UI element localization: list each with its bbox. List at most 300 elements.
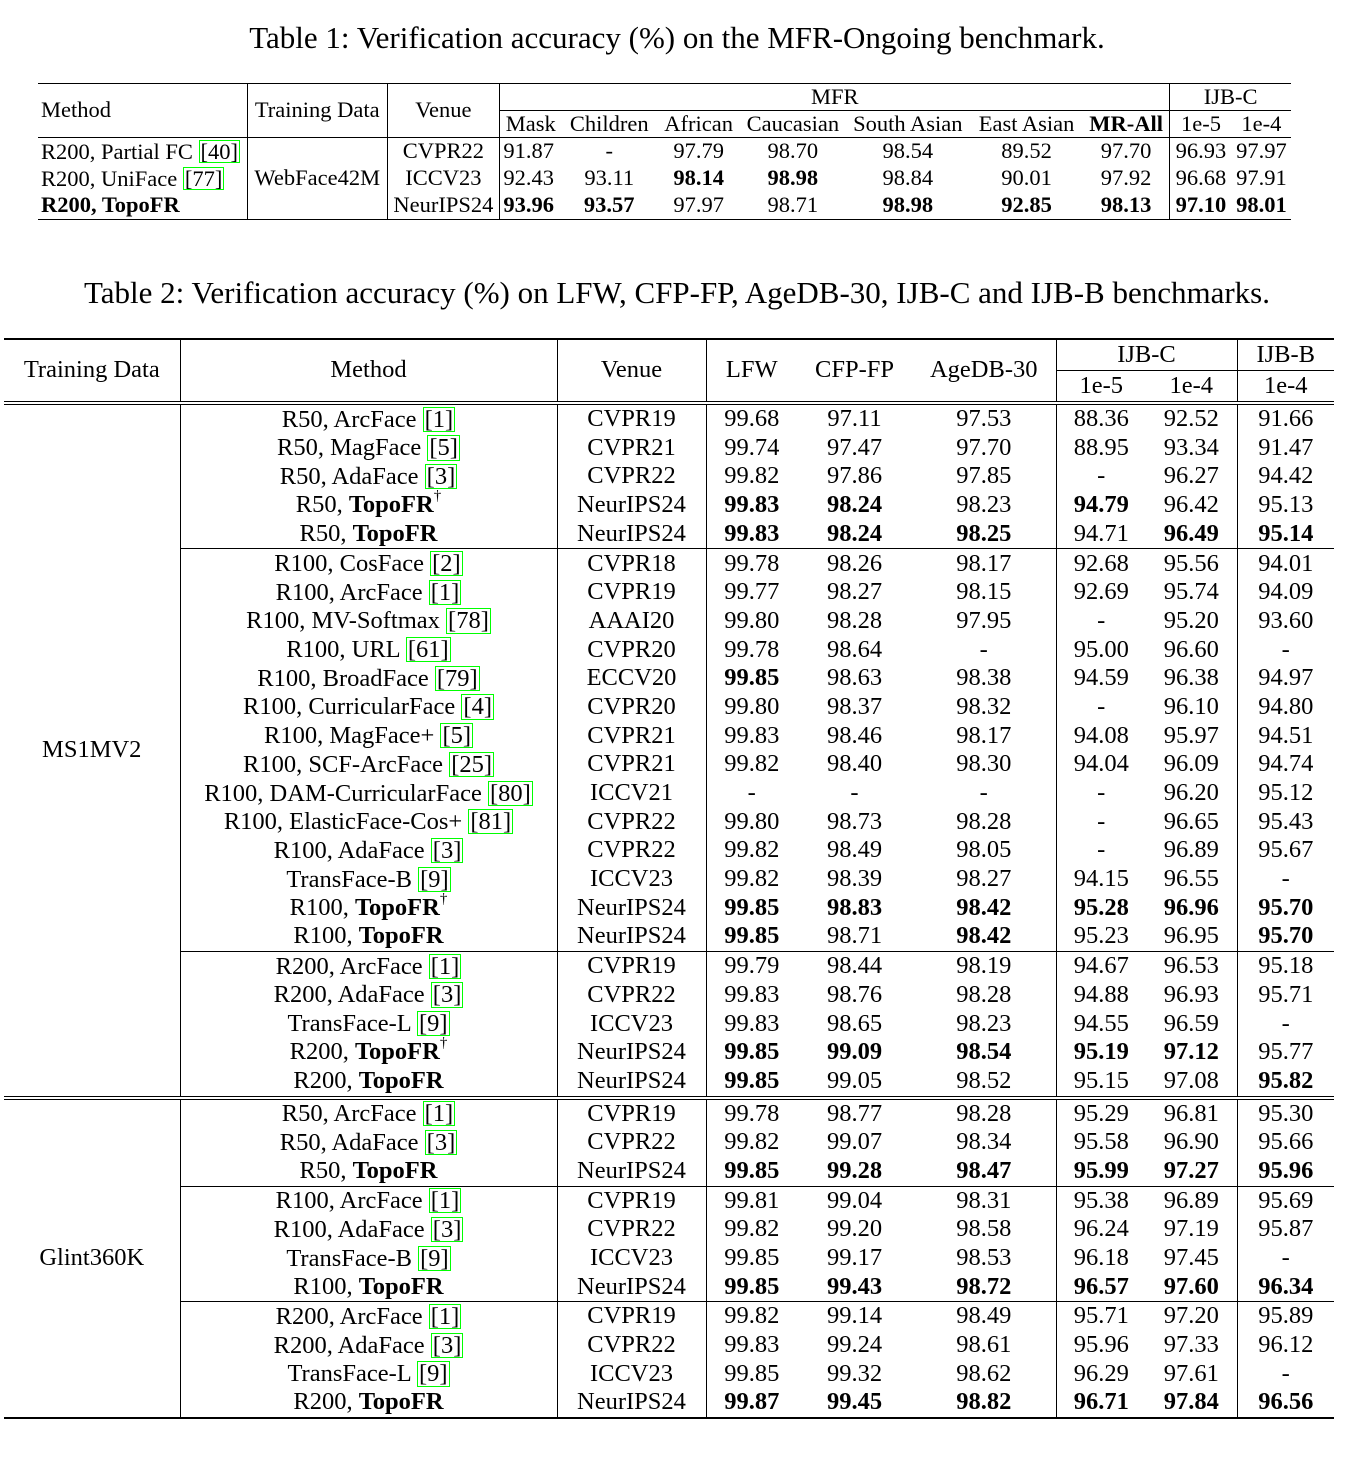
citation[interactable]: [5]: [429, 434, 458, 462]
value-cell: 96.38: [1163, 664, 1219, 692]
value-cell: -: [1056, 693, 1146, 722]
value-cell: 97.19: [1163, 1215, 1219, 1243]
venue-cell: CVPR19: [557, 952, 706, 981]
value-cell: -: [1237, 1360, 1334, 1389]
table-row: [4, 578, 1334, 607]
method-cell: R200, ArcFace [1]: [180, 1302, 557, 1331]
citation[interactable]: [3]: [432, 981, 462, 1009]
value-cell: 96.24: [1056, 1215, 1146, 1244]
t1-header-venue: Venue: [387, 84, 500, 138]
method-cell: R100, DAM-CurricularFace [80]: [180, 779, 557, 808]
t1-header-ijbc: IJB-C: [1170, 84, 1291, 111]
t1-cell: 98.13: [1100, 192, 1152, 218]
venue-cell: CVPR20: [557, 693, 706, 722]
venue-cell: NeurIPS24: [557, 1388, 706, 1418]
value-cell: 96.56: [1237, 1388, 1334, 1418]
value-cell: 96.29: [1056, 1360, 1146, 1389]
table-row: [4, 434, 1334, 463]
value-cell: 96.09: [1163, 750, 1219, 778]
value-cell: 95.30: [1237, 1098, 1334, 1129]
t1-col-african: African: [664, 110, 733, 136]
t1-cell: 93.96: [500, 192, 561, 220]
value-cell: 97.11: [827, 405, 882, 433]
table-row: [4, 722, 1334, 751]
t1-cell: 97.10: [1170, 192, 1232, 220]
value-cell: 95.19: [1056, 1038, 1146, 1067]
venue-cell: CVPR19: [557, 1186, 706, 1215]
value-cell: 94.59: [1056, 664, 1146, 693]
citation[interactable]: [1]: [424, 405, 454, 433]
value-cell: 99.14: [826, 1302, 883, 1330]
citation[interactable]: [1]: [430, 578, 460, 606]
value-cell: 99.05: [797, 1067, 912, 1098]
t2-col-ijbb-1e-4: 1e-4: [1237, 371, 1334, 404]
t1-cell: 96.68: [1170, 165, 1232, 192]
value-cell: -: [979, 779, 988, 807]
t1-cell: 98.98: [882, 192, 934, 218]
method-cell: R100, CosFace [2]: [180, 549, 557, 578]
venue-cell: CVPR21: [557, 434, 706, 463]
value-cell: 98.27: [956, 865, 1012, 893]
venue-cell: NeurIPS24: [557, 491, 706, 520]
value-cell: 99.82: [706, 865, 797, 894]
venue-cell: CVPR19: [557, 403, 706, 434]
venue-cell: CVPR21: [557, 722, 706, 751]
value-cell: 98.49: [956, 1302, 1012, 1330]
t2-col-ijbc-1e-4: 1e-4: [1169, 371, 1214, 399]
table-row: [4, 1215, 1334, 1244]
venue-cell: ICCV23: [557, 1360, 706, 1389]
value-cell: 96.59: [1163, 1009, 1219, 1037]
citation[interactable]: [78]: [448, 607, 489, 635]
value-cell: -: [1056, 836, 1146, 865]
value-cell: -: [1056, 462, 1146, 491]
method-cell: R100, SCF-ArcFace [25]: [180, 750, 557, 779]
table-row: [4, 952, 1334, 981]
citation[interactable]: [3]: [432, 1331, 462, 1359]
venue-cell: NeurIPS24: [557, 1038, 706, 1067]
t2-col-ijbc-1e-5: 1e-5: [1056, 371, 1146, 404]
venue-cell: ECCV20: [557, 664, 706, 693]
value-cell: 99.80: [706, 607, 797, 636]
citation[interactable]: [1]: [430, 952, 460, 980]
value-cell: 99.68: [706, 403, 797, 434]
value-cell: 93.34: [1163, 433, 1219, 461]
method-cell: R50, TopoFR†: [180, 491, 557, 520]
value-cell: -: [1237, 1009, 1334, 1038]
method-cell: R100, MV-Softmax [78]: [180, 607, 557, 636]
method-cell: R100, AdaFace [3]: [180, 1215, 557, 1244]
t1-header-training-data: Training Data: [248, 84, 387, 138]
table-row: [4, 1302, 1334, 1331]
value-cell: 95.23: [1056, 922, 1146, 951]
value-cell: 99.85: [706, 1360, 797, 1389]
value-cell: 99.85: [706, 1157, 797, 1186]
value-cell: 98.15: [956, 578, 1012, 606]
t1-cell: 92.85: [1001, 192, 1052, 218]
value-cell: 97.12: [1163, 1038, 1219, 1066]
value-cell: 94.79: [1056, 491, 1146, 520]
t2-header-cfp-fp: CFP-FP: [814, 356, 894, 384]
value-cell: 94.80: [1237, 693, 1334, 722]
value-cell: 88.36: [1056, 403, 1146, 434]
citation[interactable]: [2]: [432, 550, 461, 578]
t2-header-method: Method: [180, 339, 557, 403]
venue-cell: CVPR22: [557, 1215, 706, 1244]
value-cell: 92.52: [1163, 405, 1219, 433]
method-cell: R200, TopoFR: [180, 1067, 557, 1098]
dagger-mark: †: [439, 1035, 448, 1052]
t2-header-agedb: AgeDB-30: [929, 356, 1038, 384]
value-cell: 95.96: [1056, 1331, 1146, 1360]
value-cell: 98.25: [912, 520, 1056, 549]
value-cell: 97.45: [1163, 1244, 1219, 1272]
table-row: [4, 636, 1334, 665]
table-row: [4, 1098, 1334, 1129]
value-cell: 99.82: [706, 1302, 797, 1331]
table-row: [4, 750, 1334, 779]
citation[interactable]: [25]: [451, 750, 493, 778]
value-cell: 98.47: [912, 1157, 1056, 1186]
venue-cell: CVPR22: [557, 1331, 706, 1360]
citation[interactable]: [9]: [420, 865, 449, 893]
value-cell: 98.28: [956, 807, 1012, 835]
value-cell: 91.66: [1237, 403, 1334, 434]
value-cell: 92.68: [1056, 549, 1146, 578]
value-cell: 97.70: [956, 433, 1012, 461]
venue-cell: CVPR19: [557, 1098, 706, 1129]
value-cell: 99.83: [706, 520, 797, 549]
value-cell: 91.47: [1237, 434, 1334, 463]
table-row: [4, 1128, 1334, 1157]
value-cell: 98.63: [826, 664, 883, 692]
value-cell: 98.39: [826, 865, 883, 893]
value-cell: 94.97: [1237, 664, 1334, 693]
dagger-mark: †: [433, 488, 442, 505]
citation[interactable]: [80]: [489, 779, 531, 807]
table-row: [4, 1388, 1334, 1418]
table-row: [4, 520, 1334, 549]
method-cell: R100, CurricularFace [4]: [180, 693, 557, 722]
table-row: [4, 836, 1334, 865]
value-cell: 98.05: [956, 836, 1012, 864]
value-cell: 95.20: [1163, 606, 1219, 634]
value-cell: 98.27: [826, 578, 883, 606]
value-cell: 99.09: [826, 1038, 883, 1066]
value-cell: 99.80: [706, 808, 797, 837]
method-cell: R100, TopoFR: [180, 922, 557, 951]
value-cell: 88.95: [1056, 434, 1146, 463]
value-cell: 98.31: [956, 1186, 1012, 1214]
table-row: [4, 664, 1334, 693]
value-cell: 96.57: [1056, 1273, 1146, 1302]
value-cell: 98.37: [826, 692, 883, 720]
table-row: [4, 491, 1334, 520]
value-cell: 94.01: [1237, 549, 1334, 578]
table-row: [4, 1360, 1334, 1389]
method-cell: R50, TopoFR: [180, 520, 557, 549]
venue-cell: CVPR22: [557, 462, 706, 491]
value-cell: -: [1237, 1244, 1334, 1273]
t1-cell: 97.92: [1100, 165, 1152, 191]
value-cell: -: [850, 779, 859, 807]
value-cell: 98.58: [956, 1215, 1012, 1243]
venue-cell: ICCV21: [557, 779, 706, 808]
method-cell: R100, ElasticFace-Cos+ [81]: [180, 808, 557, 837]
method-cell: TransFace-L [9]: [180, 1009, 557, 1038]
citation[interactable]: [9]: [418, 1010, 448, 1038]
value-cell: 98.73: [826, 807, 883, 835]
value-cell: 94.71: [1056, 520, 1146, 549]
citation[interactable]: [1]: [430, 1187, 460, 1215]
value-cell: 99.28: [797, 1157, 912, 1186]
venue-cell: NeurIPS24: [557, 894, 706, 923]
t2-header-training-data: Training Data: [23, 356, 160, 384]
table-row: [4, 922, 1334, 951]
citation[interactable]: [5]: [442, 722, 472, 750]
dagger-mark: †: [439, 890, 448, 907]
value-cell: 94.04: [1056, 750, 1146, 779]
t1-cell: 93.57: [583, 192, 635, 218]
value-cell: 94.51: [1237, 722, 1334, 751]
value-cell: 97.33: [1163, 1331, 1219, 1359]
venue-cell: CVPR19: [557, 578, 706, 607]
value-cell: 95.96: [1237, 1157, 1334, 1186]
citation[interactable]: [81]: [470, 808, 512, 836]
table-row: [4, 1331, 1334, 1360]
method-cell: R50, AdaFace [3]: [180, 462, 557, 491]
value-cell: 95.38: [1056, 1186, 1146, 1215]
t1-venue: CVPR22: [387, 138, 500, 166]
t1-cell: 89.52: [1001, 138, 1052, 164]
method-cell: TransFace-L [9]: [180, 1360, 557, 1389]
t1-cell: 97.97: [673, 192, 724, 218]
t2-body: [4, 403, 1334, 1418]
method-cell: R200, ArcFace [1]: [180, 952, 557, 981]
value-cell: 96.18: [1056, 1244, 1146, 1273]
t1-method: R200, TopoFR: [41, 192, 180, 218]
venue-cell: NeurIPS24: [557, 1273, 706, 1302]
value-cell: 99.17: [826, 1244, 883, 1272]
venue-cell: CVPR18: [557, 549, 706, 578]
value-cell: 98.46: [826, 721, 883, 749]
value-cell: 94.42: [1237, 462, 1334, 491]
value-cell: 95.70: [1237, 922, 1334, 951]
value-cell: 99.85: [706, 894, 797, 923]
value-cell: 96.71: [1056, 1388, 1146, 1418]
t1-cell: 97.97: [1236, 138, 1287, 164]
value-cell: 99.78: [706, 636, 797, 665]
value-cell: -: [979, 635, 988, 663]
value-cell: 98.71: [797, 922, 912, 951]
value-cell: 96.53: [1163, 952, 1219, 980]
value-cell: 95.74: [1163, 578, 1219, 606]
value-cell: 98.17: [956, 721, 1012, 749]
t1-col-mr-all: MR-All: [1089, 110, 1163, 136]
value-cell: 99.85: [706, 1067, 797, 1098]
value-cell: 97.47: [826, 433, 883, 461]
value-cell: 99.43: [797, 1273, 912, 1302]
table-row: [4, 1009, 1334, 1038]
value-cell: -: [706, 779, 797, 808]
value-cell: 99.45: [797, 1388, 912, 1418]
value-cell: 99.82: [706, 836, 797, 865]
value-cell: 95.77: [1237, 1038, 1334, 1067]
t1-row: [38, 138, 1291, 166]
table-row: [4, 779, 1334, 808]
value-cell: 96.81: [1163, 1099, 1219, 1127]
citation[interactable]: [61]: [407, 636, 449, 664]
value-cell: 97.60: [1146, 1273, 1237, 1302]
citation[interactable]: [3]: [432, 836, 462, 864]
method-cell: R50, TopoFR: [180, 1157, 557, 1186]
method-cell: R100, MagFace+ [5]: [180, 722, 557, 751]
t1-col-ijbc-1e-5: 1e-5: [1170, 111, 1232, 138]
value-cell: 95.28: [1056, 894, 1146, 923]
citation[interactable]: [3]: [432, 1215, 462, 1243]
t1-cell: 98.70: [767, 138, 819, 164]
value-cell: 95.56: [1163, 549, 1219, 577]
value-cell: 98.34: [956, 1128, 1012, 1156]
value-cell: 98.24: [797, 520, 912, 549]
citation[interactable]: [9]: [418, 1360, 448, 1388]
value-cell: 98.28: [826, 606, 883, 634]
value-cell: 99.78: [706, 549, 797, 578]
value-cell: 95.97: [1163, 721, 1219, 749]
value-cell: 95.70: [1237, 894, 1334, 923]
value-cell: 95.00: [1056, 636, 1146, 665]
t1-header-mfr: MFR: [500, 84, 1170, 111]
value-cell: 98.23: [956, 1009, 1012, 1037]
table-row: [4, 1067, 1334, 1098]
table-row: [4, 808, 1334, 837]
method-cell: R50, MagFace [5]: [180, 434, 557, 463]
value-cell: 94.08: [1056, 722, 1146, 751]
value-cell: 98.65: [826, 1009, 883, 1037]
venue-cell: CVPR22: [557, 808, 706, 837]
t2-header-lfw: LFW: [706, 339, 797, 403]
t1-venue: NeurIPS24: [387, 192, 500, 220]
value-cell: 97.53: [956, 405, 1012, 433]
value-cell: 98.82: [912, 1388, 1056, 1418]
value-cell: 98.64: [826, 635, 883, 663]
t1-venue: ICCV23: [387, 165, 500, 192]
venue-cell: NeurIPS24: [557, 1067, 706, 1098]
method-cell: R100, ArcFace [1]: [180, 1186, 557, 1215]
value-cell: -: [1056, 607, 1146, 636]
value-cell: 99.82: [706, 462, 797, 491]
table2-caption: Table 2: Verification accuracy (%) on LFW, CFP-FP, AgeDB-30, IJB-C and IJB-B benchmarks.: [84, 275, 1270, 310]
t1-cell: 98.98: [767, 165, 819, 191]
citation[interactable]: [79]: [436, 664, 478, 692]
t1-cell: 98.54: [882, 138, 934, 164]
citation[interactable]: [4]: [463, 693, 492, 721]
value-cell: 99.83: [706, 722, 797, 751]
value-cell: 96.96: [1163, 893, 1219, 921]
citation[interactable]: [3]: [426, 462, 456, 490]
value-cell: 99.81: [706, 1186, 797, 1215]
venue-cell: ICCV23: [557, 1244, 706, 1273]
value-cell: 99.85: [706, 1038, 797, 1067]
value-cell: 95.71: [1056, 1302, 1146, 1331]
method-cell: TransFace-B [9]: [180, 865, 557, 894]
value-cell: 92.69: [1056, 578, 1146, 607]
t1-cell: 91.87: [500, 138, 561, 166]
value-cell: 97.61: [1163, 1359, 1219, 1387]
table-row: [4, 1186, 1334, 1215]
value-cell: 98.61: [956, 1331, 1012, 1359]
citation[interactable]: [3]: [426, 1128, 456, 1156]
value-cell: 99.83: [706, 1009, 797, 1038]
value-cell: 95.71: [1237, 981, 1334, 1010]
t1-col-ijbc-1e-4: 1e-4: [1241, 110, 1282, 136]
value-cell: 95.43: [1237, 808, 1334, 837]
citation[interactable]: [1]: [430, 1302, 460, 1330]
training-data-cell: MS1MV2: [4, 403, 180, 1098]
t1-cell: 98.84: [882, 165, 934, 191]
table-row: [4, 549, 1334, 578]
t1-cell: 98.71: [767, 192, 819, 218]
value-cell: 99.79: [706, 952, 797, 981]
venue-cell: AAAI20: [557, 607, 706, 636]
value-cell: 98.30: [956, 750, 1012, 778]
value-cell: 95.12: [1237, 779, 1334, 808]
citation[interactable]: [77]: [184, 165, 223, 191]
t1-header-method: Method: [41, 97, 111, 123]
value-cell: 96.90: [1163, 1128, 1219, 1156]
value-cell: 99.74: [706, 434, 797, 463]
value-cell: 99.07: [826, 1128, 883, 1156]
value-cell: 98.52: [912, 1067, 1056, 1098]
value-cell: 99.20: [826, 1215, 883, 1243]
value-cell: 96.89: [1163, 836, 1219, 864]
t1-col-south-asian: South Asian: [853, 110, 963, 136]
value-cell: 98.53: [956, 1244, 1012, 1272]
value-cell: 95.67: [1237, 836, 1334, 865]
table-row: [4, 894, 1334, 923]
t2-header-ijbb: IJB-B: [1237, 339, 1334, 371]
citation[interactable]: [1]: [424, 1100, 454, 1128]
method-cell: R100, TopoFR†: [180, 894, 557, 923]
value-cell: 96.93: [1163, 980, 1219, 1008]
venue-cell: NeurIPS24: [557, 1157, 706, 1186]
t1-cell: 97.91: [1236, 165, 1287, 191]
value-cell: 97.85: [956, 462, 1012, 490]
value-cell: 96.49: [1146, 520, 1237, 549]
training-data-cell: Glint360K: [4, 1098, 180, 1419]
t2-header-ijbc: IJB-C: [1056, 339, 1237, 371]
value-cell: 98.72: [912, 1273, 1056, 1302]
citation[interactable]: [9]: [420, 1244, 449, 1272]
value-cell: 97.95: [956, 606, 1012, 634]
value-cell: 95.89: [1237, 1302, 1334, 1331]
table-row: [4, 981, 1334, 1010]
value-cell: 94.88: [1056, 981, 1146, 1010]
value-cell: 97.86: [826, 462, 883, 490]
citation[interactable]: [40]: [200, 138, 239, 164]
value-cell: 98.40: [826, 750, 883, 778]
value-cell: 97.84: [1146, 1388, 1237, 1418]
value-cell: 99.85: [706, 664, 797, 693]
t1-method: R200, Partial FC [40]: [41, 138, 239, 164]
value-cell: 98.26: [826, 549, 883, 577]
venue-cell: NeurIPS24: [557, 520, 706, 549]
value-cell: 98.17: [956, 549, 1012, 577]
table1-caption: Table 1: Verification accuracy (%) on the MFR-Ongoing benchmark.: [249, 20, 1105, 55]
value-cell: 95.29: [1056, 1098, 1146, 1129]
value-cell: 98.83: [826, 893, 883, 921]
value-cell: 98.42: [956, 893, 1012, 921]
